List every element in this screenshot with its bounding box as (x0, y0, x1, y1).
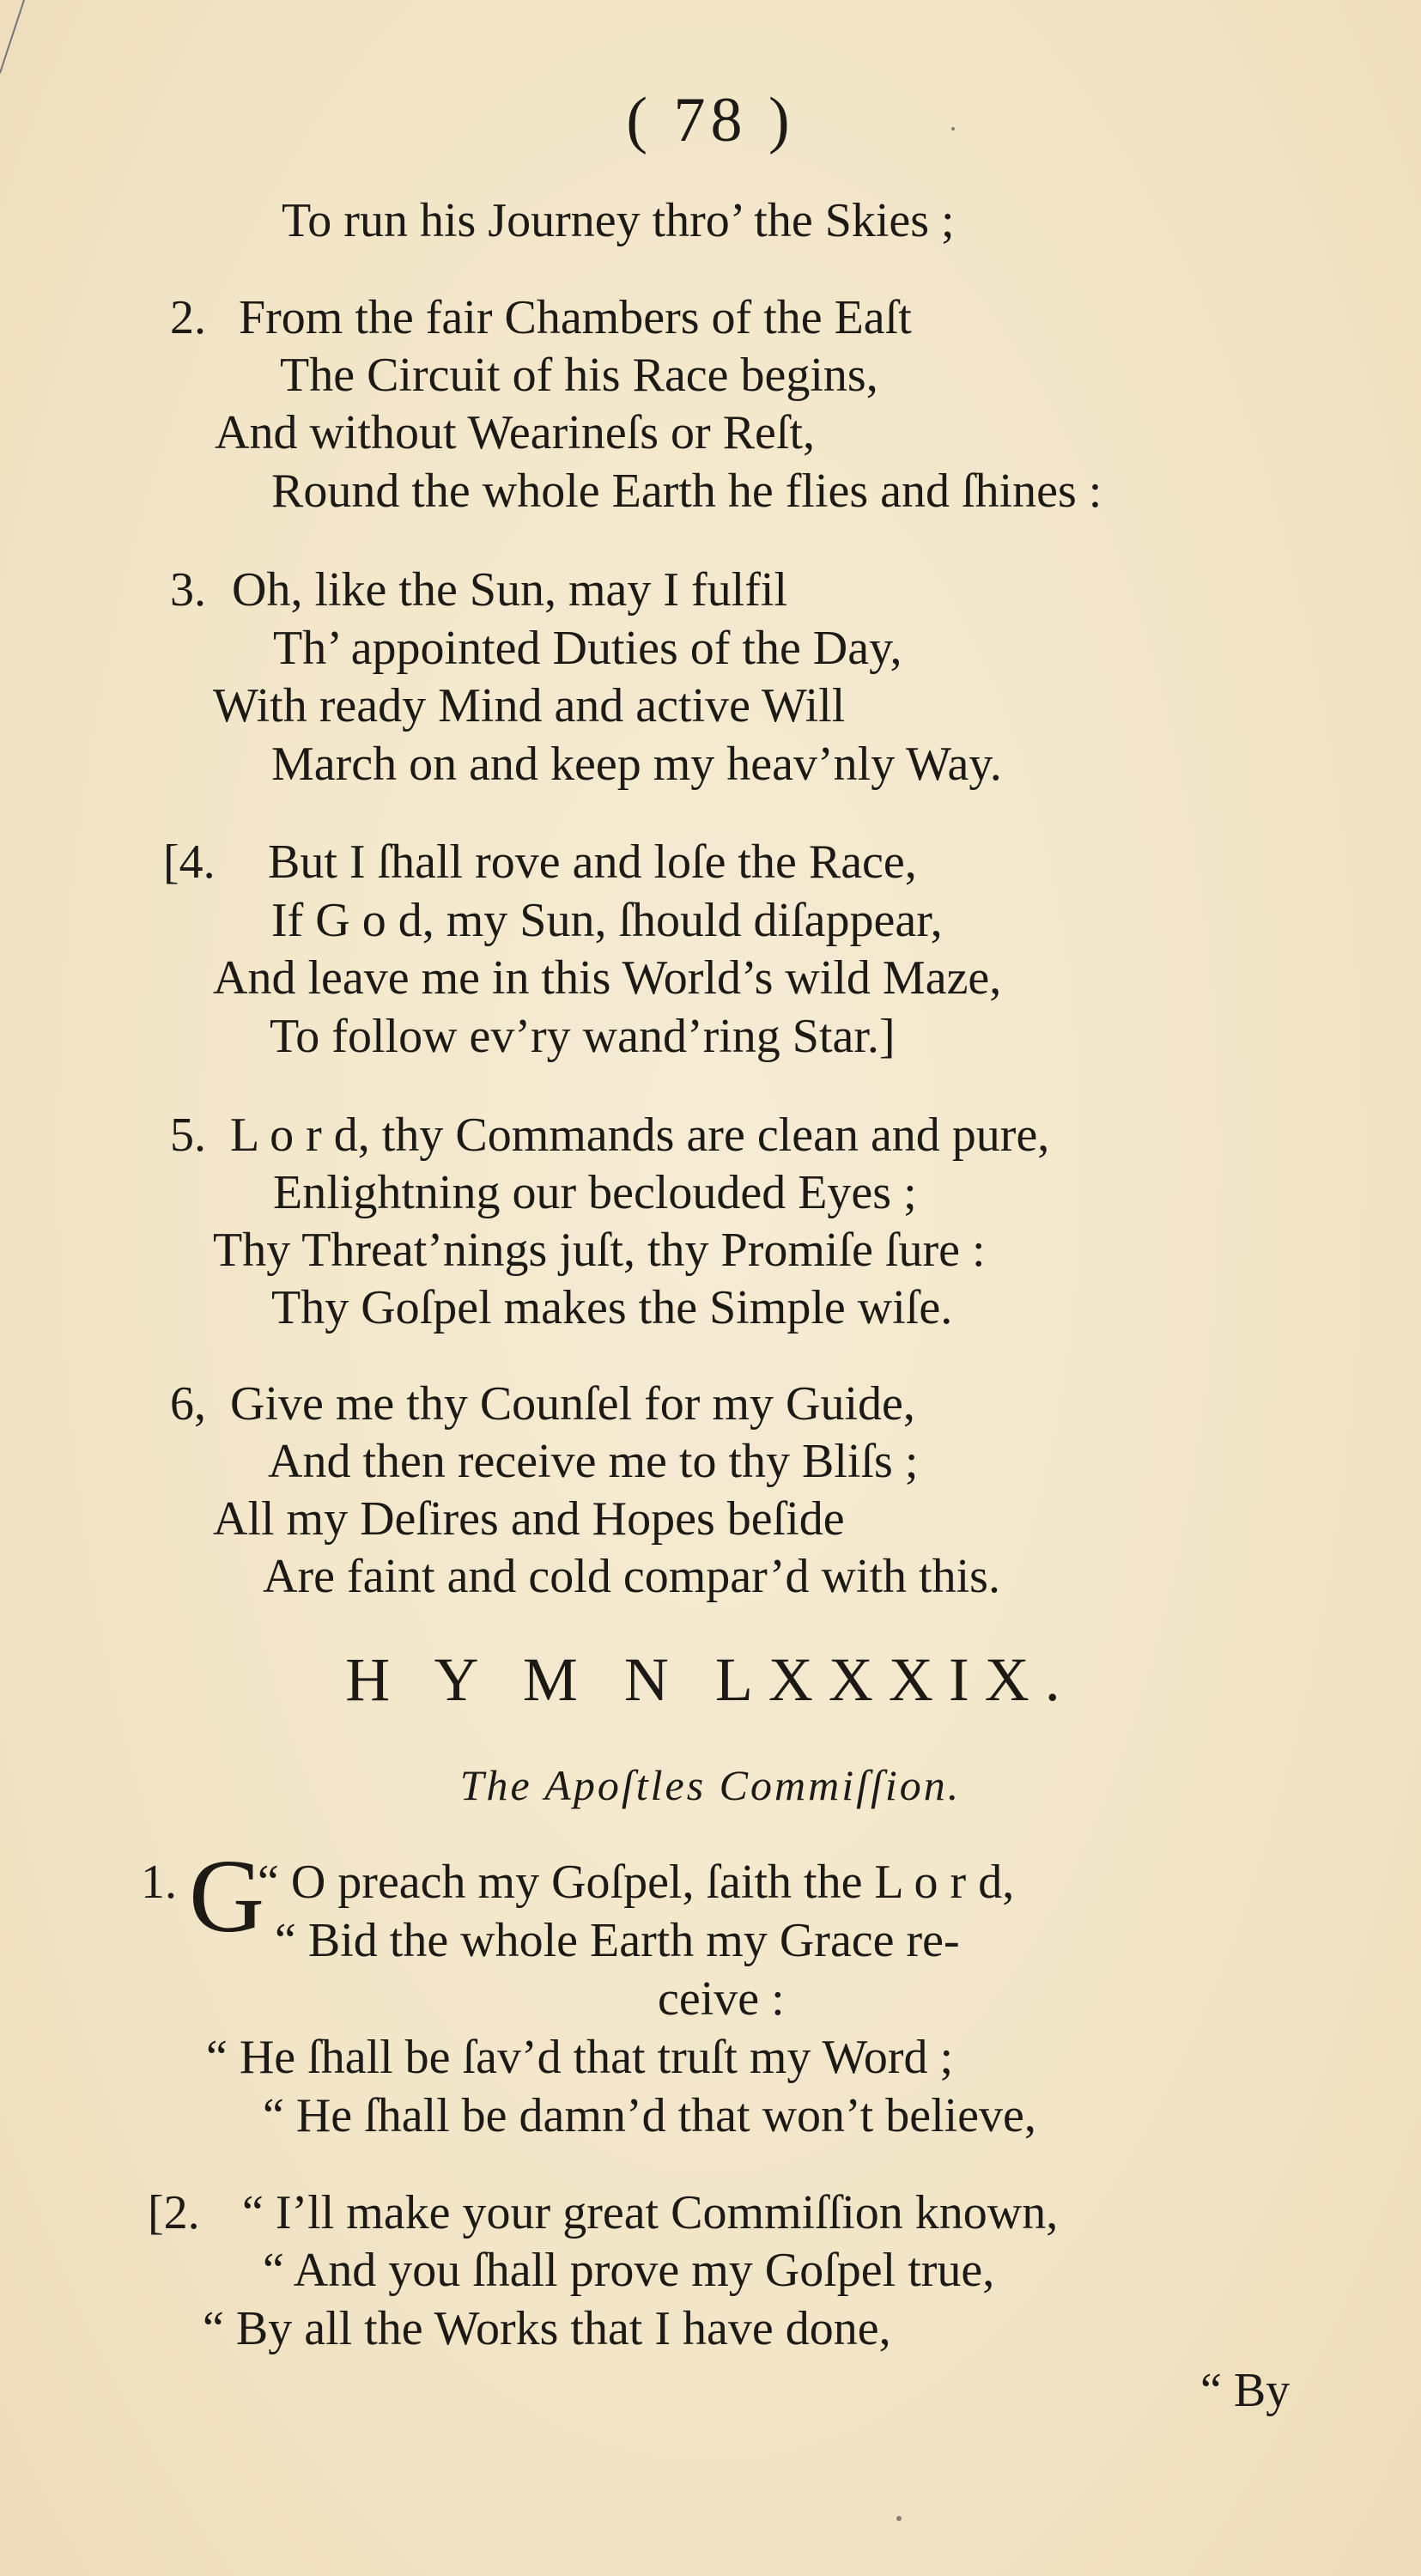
verse-line: “ Bid the whole Earth my Grace re- (275, 1914, 960, 1967)
verse-number: 1. (141, 1856, 177, 1909)
verse-line: Thy Goſpel makes the Simple wiſe. (271, 1281, 953, 1334)
verse-line: “ By all the Works that I have done, (203, 2302, 891, 2355)
verse-line: But I ſhall rove and loſe the Race, (268, 835, 917, 889)
verse-number: [4. (163, 835, 216, 889)
verse-line: ceive : (658, 1972, 785, 2026)
verse-line: All my Deſires and Hopes beſide (213, 1492, 845, 1546)
hymn-title: H Y M N LXXXIX. (345, 1645, 1076, 1714)
verse-line: And without Wearineſs or Reſt, (215, 406, 816, 459)
verse-number: 5. (170, 1109, 206, 1162)
verse-line: “ And you ſhall prove my Goſpel true, (263, 2244, 995, 2297)
verse-line: With ready Mind and active Will (213, 679, 846, 732)
verse-line: Give me thy Counſel for my Guide, (230, 1377, 915, 1431)
verse-number: 2. (170, 291, 206, 344)
page-corner-line (0, 0, 52, 77)
verse-line: March on and keep my heav’nly Way. (271, 738, 1002, 791)
verse-line: Oh, like the Sun, may I fulfil (232, 563, 788, 617)
verse-line: And then receive me to thy Bliſs ; (268, 1435, 919, 1488)
verse-line: The Circuit of his Race begins, (280, 349, 878, 402)
verse-line: From the fair Chambers of the Eaſt (239, 291, 912, 344)
verse-line: Round the whole Earth he flies and ſhines : (271, 465, 1102, 518)
drop-capital: G (189, 1838, 265, 1954)
hymn-subtitle: The Apoſtles Commiſſion. (459, 1761, 962, 1809)
verse-line: If G o d, my Sun, ſhould diſappear, (271, 894, 943, 947)
catchword: “ By (1200, 2364, 1290, 2417)
paper-speck (951, 127, 955, 131)
verse-number: [2. (148, 2186, 200, 2239)
paper-speck (896, 2516, 902, 2521)
verse-line: And leave me in this World’s wild Maze, (213, 951, 1002, 1005)
verse-line: L o r d, thy Commands are clean and pure, (230, 1109, 1050, 1162)
verse-line: “ He ſhall be damn’d that won’t believe, (263, 2089, 1036, 2142)
verse-line: Th’ appointed Duties of the Day, (273, 622, 902, 675)
verse-number: 3. (170, 563, 206, 617)
verse-line: “ O preach my Goſpel, ſaith the L o r d, (258, 1856, 1015, 1909)
verse-line: Thy Threat’nings juſt, thy Promiſe ſure : (213, 1224, 986, 1277)
page-number: ( 78 ) (626, 85, 795, 155)
verse-line: “ I’ll make your great Commiſſion known, (242, 2186, 1059, 2239)
verse-line: To run his Journey thro’ the Skies ; (282, 194, 955, 247)
verse-line: Are faint and cold compar’d with this. (263, 1550, 1000, 1603)
verse-number: 6, (170, 1377, 206, 1431)
verse-line: To follow ev’ry wand’ring Star.] (270, 1010, 896, 1063)
verse-line: Enlightning our beclouded Eyes ; (273, 1166, 917, 1219)
verse-line: “ He ſhall be ſav’d that truſt my Word ; (206, 2031, 954, 2084)
